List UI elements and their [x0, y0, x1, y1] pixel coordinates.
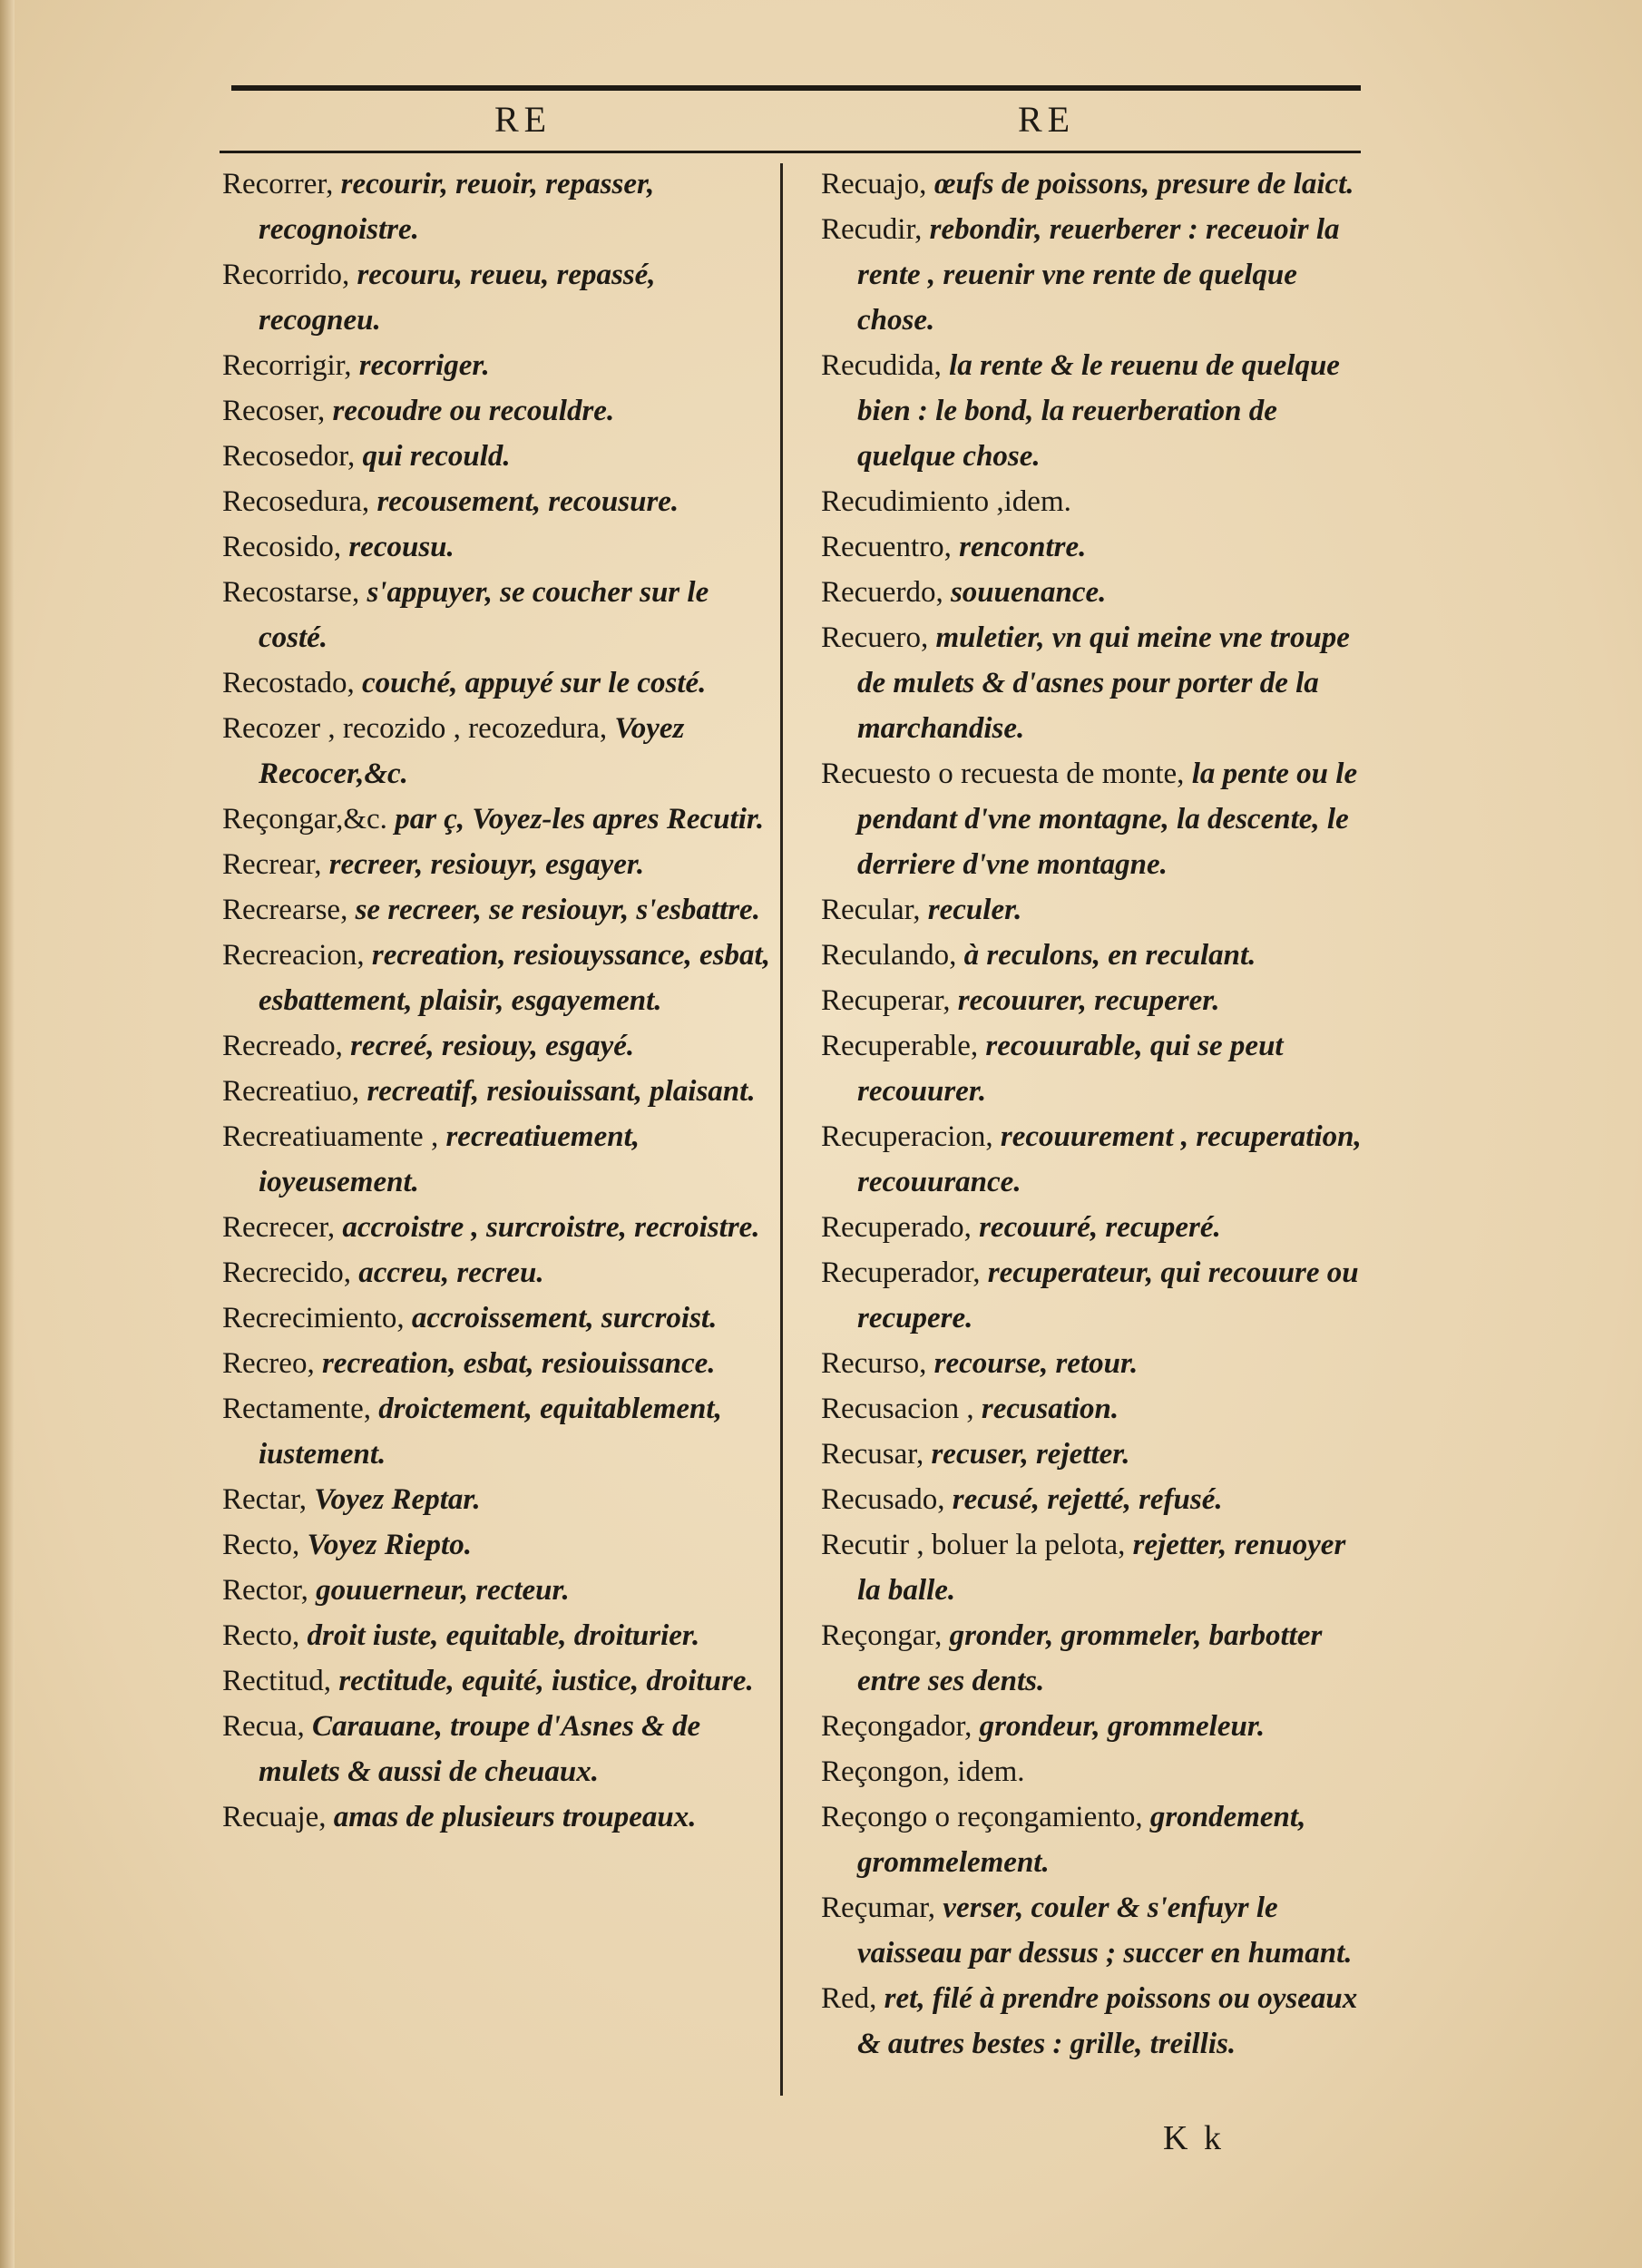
entry-headword: Recosedura,	[222, 485, 370, 518]
entry-headword: Recudir,	[821, 213, 923, 246]
entry-headword: Reculando,	[821, 939, 957, 972]
entry-headword: Recorrido,	[222, 259, 350, 291]
entry-definition: recousu.	[341, 531, 454, 563]
entry-definition: accreu, recreu.	[351, 1256, 544, 1289]
dictionary-entry	[821, 1341, 1365, 1386]
dictionary-entry	[821, 1386, 1365, 1432]
entry-headword: Reçongador,	[821, 1710, 972, 1743]
dictionary-entry	[821, 1749, 1365, 1794]
dictionary-entry	[821, 207, 1365, 343]
dictionary-entry	[222, 1613, 776, 1658]
entry-headword: Recozer , recozido , recozedura,	[222, 712, 608, 745]
running-head-right: RE	[1018, 99, 1076, 140]
entry-headword: Recrecido,	[222, 1256, 352, 1289]
entry-headword: Recreatiuo,	[222, 1075, 360, 1108]
dictionary-entry	[222, 660, 776, 706]
entry-definition: grondeur, grommeleur.	[972, 1710, 1266, 1743]
entry-headword: Recusado,	[821, 1483, 945, 1516]
dictionary-entry	[821, 1885, 1365, 1976]
entry-headword: Recuperacion,	[821, 1120, 993, 1153]
dictionary-entry	[222, 1069, 776, 1114]
entry-definition: recreatif, resiouissant, plaisant.	[359, 1075, 756, 1108]
dictionary-entry	[821, 524, 1365, 570]
dictionary-entry	[222, 161, 776, 252]
entry-headword: Rectar,	[222, 1483, 308, 1516]
dictionary-entry	[222, 1341, 776, 1386]
entry-definition: recouurer, recuperer.	[950, 984, 1220, 1017]
entry-headword: Recuerdo,	[821, 576, 943, 609]
dictionary-entry	[222, 434, 776, 479]
entry-headword: Recoser,	[222, 395, 326, 427]
dictionary-entry	[821, 887, 1365, 933]
entry-headword: Recosedor,	[222, 440, 356, 473]
entry-definition: rebondir, reuerberer : receuoir la rente , reuenir vne rente de quelque chose.	[857, 213, 1340, 337]
column-divider	[780, 163, 783, 2096]
entry-definition: couché, appuyé sur le costé.	[354, 667, 707, 699]
entry-definition: recouuré, recuperé.	[971, 1211, 1221, 1244]
entry-definition: recreation, esbat, resiouissance.	[314, 1347, 716, 1380]
entry-definition: recouru, reueu, repassé, recogneu.	[259, 259, 656, 337]
entry-definition: recouurement , recuperation, recouurance.	[857, 1120, 1362, 1198]
entry-headword: Rectamente,	[222, 1393, 372, 1425]
entry-definition: rencontre.	[951, 531, 1087, 563]
entry-definition: s'appuyer, se coucher sur le costé.	[259, 576, 709, 654]
dictionary-entry	[222, 1295, 776, 1341]
entry-headword: Reçongo o reçongamiento,	[821, 1801, 1143, 1833]
dictionary-entry	[222, 388, 776, 434]
entry-definition: rejetter, renuoyer la balle.	[857, 1529, 1346, 1607]
entry-headword: Recuperable,	[821, 1030, 979, 1062]
dictionary-entry	[821, 1432, 1365, 1477]
entry-definition: Carauane, troupe d'Asnes & de mulets & aussi de cheuaux.	[259, 1710, 701, 1788]
entry-definition: grondement, grommelement.	[857, 1801, 1306, 1879]
entry-headword: Reçumar,	[821, 1892, 936, 1924]
entry-headword: Recostado,	[222, 667, 355, 699]
entry-headword: Recuperar,	[821, 984, 951, 1017]
dictionary-entry	[222, 343, 776, 388]
entry-headword: Reçongar,&c.	[222, 803, 387, 836]
entry-definition: gronder, grommeler, barbotter entre ses dents.	[857, 1619, 1323, 1697]
dictionary-entry	[821, 1477, 1365, 1522]
dictionary-entry	[222, 1250, 776, 1295]
right-column	[821, 161, 1365, 2067]
entry-headword: Recreo,	[222, 1347, 315, 1380]
entry-definition: rectitude, equité, iustice, droiture.	[331, 1665, 754, 1697]
dictionary-entry	[821, 1976, 1365, 2067]
entry-definition: souuenance.	[943, 576, 1107, 609]
entry-headword: Recusacion ,	[821, 1393, 974, 1425]
entry-headword: Recuentro,	[821, 531, 952, 563]
dictionary-entry	[821, 978, 1365, 1023]
entry-definition: recourse, retour.	[926, 1347, 1139, 1380]
entry-headword: Recreatiuamente ,	[222, 1120, 439, 1153]
dictionary-entry	[821, 1023, 1365, 1114]
entry-definition: recusation.	[973, 1393, 1119, 1425]
dictionary-entry	[222, 524, 776, 570]
entry-definition: se recreer, se resiouyr, s'esbattre.	[347, 894, 760, 926]
dictionary-entry	[222, 1205, 776, 1250]
entry-headword: Recuaje,	[222, 1801, 327, 1833]
entry-headword: Recreado,	[222, 1030, 343, 1062]
entry-definition: ret, filé à prendre poissons ou oyseaux & autres bestes : grille, treillis.	[857, 1982, 1358, 2060]
entry-headword: Red,	[821, 1982, 877, 2015]
entry-headword: Rectitud,	[222, 1665, 332, 1697]
entry-definition: verser, couler & s'enfuyr le vaisseau par dessus ; succer en humant.	[857, 1892, 1353, 1970]
entry-definition: recreatiuement, ioyeusement.	[259, 1120, 640, 1198]
dictionary-entry	[821, 479, 1365, 524]
dictionary-entry	[821, 1522, 1365, 1613]
entry-definition: droit iuste, equitable, droiturier.	[299, 1619, 700, 1652]
dictionary-entry	[821, 1250, 1365, 1341]
dictionary-entry	[821, 751, 1365, 887]
entry-headword: Recudimiento ,idem.	[821, 485, 1071, 518]
dictionary-entry	[222, 1704, 776, 1794]
dictionary-entry	[222, 933, 776, 1023]
dictionary-entry	[821, 570, 1365, 615]
dictionary-entry	[222, 1522, 776, 1568]
entry-headword: Recua,	[222, 1710, 305, 1743]
entry-headword: Recrear,	[222, 848, 322, 881]
dictionary-entry	[222, 706, 776, 797]
entry-definition: recuser, rejetter.	[924, 1438, 1130, 1471]
catchword: K k	[1163, 2119, 1225, 2157]
entry-headword: Recrecimiento,	[222, 1302, 405, 1334]
dictionary-entry	[222, 1114, 776, 1205]
entry-definition: gouuerneur, recteur.	[308, 1574, 570, 1607]
entry-headword: Recrecer,	[222, 1211, 336, 1244]
dictionary-entry	[222, 1023, 776, 1069]
dictionary-entry	[222, 570, 776, 660]
dictionary-entry	[222, 1477, 776, 1522]
entry-headword: Recuero,	[821, 621, 929, 654]
entry-definition: œufs de poissons, presure de laict.	[926, 168, 1354, 200]
left-column	[222, 161, 776, 1840]
dictionary-entry	[222, 479, 776, 524]
dictionary-entry	[821, 615, 1365, 751]
dictionary-entry	[821, 343, 1365, 479]
entry-definition: accroissement, surcroist.	[404, 1302, 718, 1334]
dictionary-entry	[222, 1386, 776, 1477]
dictionary-entry	[821, 1114, 1365, 1205]
entry-definition: amas de plusieurs troupeaux.	[326, 1801, 697, 1833]
dictionary-entry	[222, 887, 776, 933]
entry-definition: recoudre ou recouldre.	[325, 395, 615, 427]
entry-headword: Recular,	[821, 894, 921, 926]
entry-headword: Recorrigir,	[222, 349, 352, 382]
entry-headword: Reçongar,	[821, 1619, 943, 1652]
entry-definition: qui recould.	[355, 440, 511, 473]
entry-headword: Recto,	[222, 1619, 300, 1652]
entry-headword: Recuperado,	[821, 1211, 972, 1244]
entry-headword: Recusar,	[821, 1438, 924, 1471]
entry-definition: la rente & le reuenu de quelque bien : le bond, la reuerberation de quelque chose.	[857, 349, 1340, 473]
entry-definition: la pente ou le pendant d'vne montagne, la descente, le derriere d'vne montagne.	[857, 758, 1358, 881]
entry-headword: Recudida,	[821, 349, 942, 382]
entry-definition: recreé, resiouy, esgayé.	[342, 1030, 635, 1062]
entry-definition: à reculons, en reculant.	[956, 939, 1256, 972]
entry-definition: recreation, resiouyssance, esbat, esbattement, plaisir, esgayement.	[259, 939, 770, 1017]
entry-headword: Recorrer,	[222, 168, 334, 200]
entry-headword: Recostarse,	[222, 576, 360, 609]
entry-headword: Recutir , boluer la pelota,	[821, 1529, 1126, 1561]
entry-headword: Recuesto o recuesta de monte,	[821, 758, 1185, 790]
entry-headword: Recreacion,	[222, 939, 365, 972]
entry-headword: Recrearse,	[222, 894, 348, 926]
dictionary-entry	[222, 842, 776, 887]
entry-definition: reculer.	[920, 894, 1022, 926]
entry-definition: recousement, recousure.	[369, 485, 679, 518]
dictionary-entry	[222, 1794, 776, 1840]
entry-headword: Recurso,	[821, 1347, 927, 1380]
running-head-left: RE	[494, 99, 552, 140]
entry-definition: droictement, equitablement, iustement.	[259, 1393, 722, 1471]
entry-definition: Voyez Riepto.	[299, 1529, 472, 1561]
dictionary-entry	[821, 1205, 1365, 1250]
entry-definition: recorriger.	[351, 349, 490, 382]
dictionary-entry	[821, 1794, 1365, 1885]
entry-definition: par ç, Voyez-les apres Recutir.	[386, 803, 765, 836]
entry-definition: muletier, vn qui meine vne troupe de mulets & d'asnes pour porter de la marchandise.	[857, 621, 1350, 745]
entry-definition: Voyez Recocer,&c.	[259, 712, 685, 790]
entry-definition: recouurable, qui se peut recouurer.	[857, 1030, 1284, 1108]
dictionary-entry	[222, 1568, 776, 1613]
header-rule-top	[231, 85, 1361, 91]
entry-definition: accroistre , surcroistre, recroistre.	[335, 1211, 760, 1244]
entry-headword: Recuajo,	[821, 168, 927, 200]
entry-headword: Reçongon, idem.	[821, 1755, 1025, 1788]
entry-definition: Voyez Reptar.	[307, 1483, 481, 1516]
dictionary-entry	[821, 161, 1365, 207]
entry-headword: Rector,	[222, 1574, 308, 1607]
entry-definition: recourir, reuoir, repasser, recognoistre.	[259, 168, 655, 246]
entry-definition: recusé, rejetté, refusé.	[944, 1483, 1223, 1516]
entry-definition: recuperateur, qui recouure ou recupere.	[857, 1256, 1359, 1334]
entry-definition: recreer, resiouyr, esgayer.	[321, 848, 645, 881]
dictionary-entry	[222, 252, 776, 343]
header-rule-bottom	[220, 151, 1361, 153]
dictionary-entry	[222, 1658, 776, 1704]
page-edge-shadow	[0, 0, 15, 2268]
dictionary-entry	[821, 933, 1365, 978]
dictionary-entry	[222, 797, 776, 842]
dictionary-entry	[821, 1704, 1365, 1749]
entry-headword: Recto,	[222, 1529, 300, 1561]
entry-headword: Recuperador,	[821, 1256, 981, 1289]
dictionary-entry	[821, 1613, 1365, 1704]
entry-headword: Recosido,	[222, 531, 342, 563]
